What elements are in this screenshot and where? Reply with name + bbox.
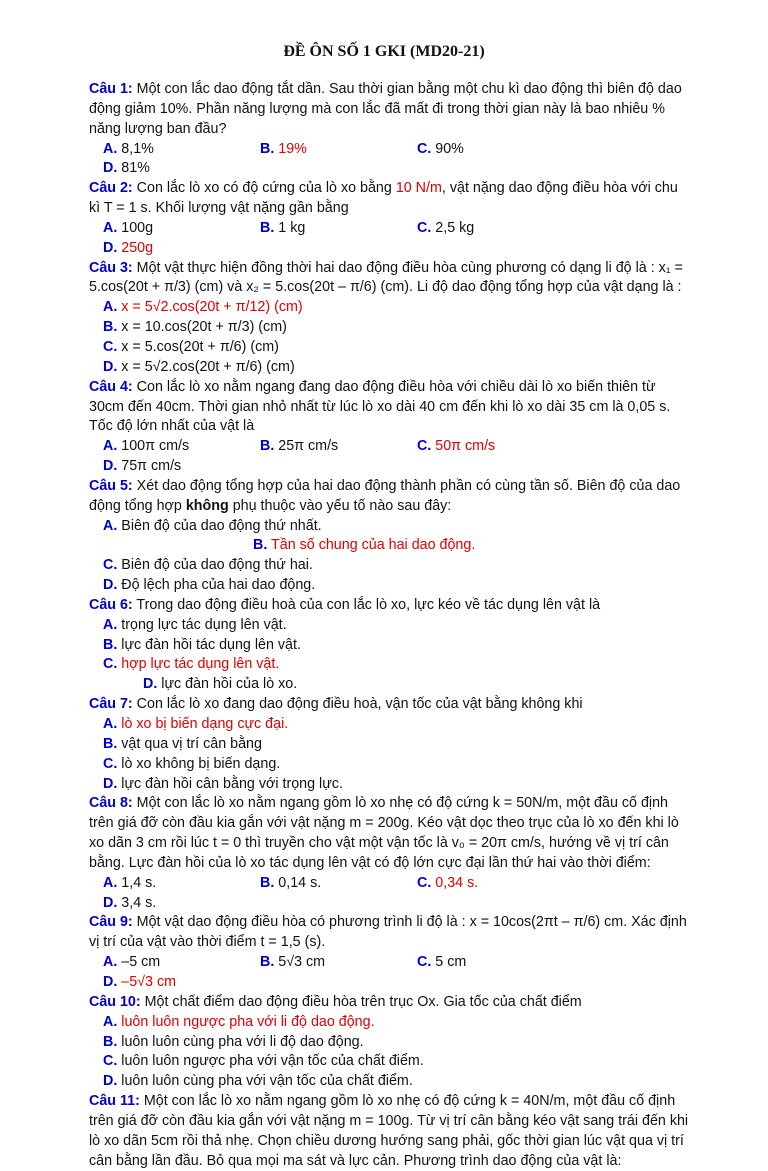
answer-option-c xyxy=(103,338,416,358)
question-label: Câu 10: xyxy=(89,993,141,1010)
answer-options xyxy=(89,616,689,695)
option-letter: C. xyxy=(103,557,118,574)
answer-options xyxy=(89,874,689,914)
answer-options xyxy=(89,219,689,259)
option-text: 50π cm/s xyxy=(431,438,496,455)
answer-option-a xyxy=(103,298,416,318)
answer-option-b xyxy=(103,318,416,338)
question-stem xyxy=(89,80,689,140)
question-stem xyxy=(89,913,689,953)
option-letter: C. xyxy=(103,755,118,772)
answer-options xyxy=(89,437,689,477)
question-8 xyxy=(89,794,689,913)
option-letter: D. xyxy=(103,973,118,990)
option-text: 250g xyxy=(117,239,154,256)
answer-option-b xyxy=(260,953,417,973)
question-text: Con lắc lò xo có độ cứng của lò xo bằng xyxy=(132,180,396,197)
question-text: Trong dao động điều hoà của con lắc lò xo, lực kéo về tác dụng lên vật là xyxy=(132,596,601,613)
option-text: luôn luôn cùng pha với li độ dao động. xyxy=(117,1033,364,1050)
question-stem xyxy=(89,695,689,715)
answer-options xyxy=(89,953,689,993)
option-letter: B. xyxy=(103,1033,118,1050)
option-letter: A. xyxy=(103,299,118,316)
option-text: lực đàn hồi tác dụng lên vật. xyxy=(117,636,301,653)
option-letter: B. xyxy=(260,954,275,971)
question-5 xyxy=(89,477,689,596)
option-letter: A. xyxy=(103,219,118,236)
answer-option-d xyxy=(103,675,416,695)
answer-option-b xyxy=(103,636,416,656)
option-letter: D. xyxy=(103,239,118,256)
answer-option-a xyxy=(103,1013,689,1033)
question-stem xyxy=(89,378,689,438)
question-list xyxy=(89,80,689,1171)
option-letter: C. xyxy=(103,338,118,355)
highlighted-value: 10 N/m xyxy=(395,180,442,197)
option-letter: D. xyxy=(103,358,118,375)
question-text: Một vật dao động điều hòa có phương trình li độ là : x = 10cos(2πt – π/6) cm. Xác định vị trí của vật vào thời điểm t = 1,5 (s). xyxy=(89,914,687,951)
option-letter: D. xyxy=(103,775,118,792)
question-stem xyxy=(89,1092,689,1171)
option-letter: C. xyxy=(417,874,432,891)
option-letter: C. xyxy=(417,438,432,455)
option-letter: D. xyxy=(103,160,118,177)
answer-option-c xyxy=(417,437,574,457)
answer-option-a xyxy=(103,874,260,894)
option-letter: A. xyxy=(103,716,118,732)
option-text: 81% xyxy=(117,160,150,177)
option-text: 90% xyxy=(431,140,464,157)
question-7 xyxy=(89,695,689,794)
answer-option-c xyxy=(103,556,416,576)
option-letter: A. xyxy=(103,517,118,534)
answer-option-d xyxy=(103,457,260,477)
option-text: 75π cm/s xyxy=(117,458,182,475)
answer-option-a xyxy=(103,437,260,457)
answer-options xyxy=(89,140,689,180)
answer-option-d xyxy=(103,894,260,914)
option-text: vật qua vị trí cân bằng xyxy=(117,735,262,752)
answer-option-b xyxy=(103,536,476,556)
answer-option-a xyxy=(103,715,416,735)
answer-option-d xyxy=(103,159,260,179)
option-text: 19% xyxy=(274,140,307,157)
option-text: 3,4 s. xyxy=(117,894,157,911)
question-6 xyxy=(89,596,689,695)
question-label: Câu 5: xyxy=(89,477,133,494)
option-text: lò xo bị biến dạng cực đại. xyxy=(117,716,289,732)
option-text: x = 5√2.cos(20t + π/12) (cm) xyxy=(117,299,303,316)
option-letter: C. xyxy=(103,1053,118,1070)
question-1 xyxy=(89,80,689,179)
answer-option-c xyxy=(417,953,574,973)
question-stem xyxy=(89,794,689,873)
option-text: 5 cm xyxy=(431,954,467,971)
question-stem xyxy=(89,259,689,299)
option-letter: D. xyxy=(103,577,118,594)
option-letter: A. xyxy=(103,874,118,891)
question-text: Một chất điểm dao động điều hòa trên trục Ox. Gia tốc của chất điểm xyxy=(140,993,582,1010)
option-letter: B. xyxy=(103,319,118,336)
question-text: Con lắc lò xo nằm ngang đang dao động điều hòa với chiều dài lò xo biến thiên từ 30cm đến 40cm. Thời gian nhỏ nhất từ lúc lò xo dài 40 cm đến khi lò xo dài 35 cm là 0,05 s. Tốc độ lớn nhất của vật là xyxy=(89,378,671,435)
answer-option-c xyxy=(103,655,416,675)
answer-option-d xyxy=(103,239,260,259)
option-text: 1,4 s. xyxy=(117,874,157,891)
option-text: 100π cm/s xyxy=(117,438,190,455)
answer-option-b xyxy=(260,874,417,894)
answer-option-d xyxy=(103,576,416,596)
question-text: Một vật thực hiện đồng thời hai dao động điều hòa cùng phương có dạng li độ là : x₁ = 5.cos(20t + π/3) (cm) và x₂ = 5.cos(20t – π/6) (cm). Li độ dao động tổng hợp của vật dạng là : xyxy=(89,259,683,296)
option-text: x = 5.cos(20t + π/6) (cm) xyxy=(117,338,279,355)
answer-option-a xyxy=(103,140,260,160)
option-letter: A. xyxy=(103,438,118,455)
question-text: Con lắc lò xo đang dao động điều hoà, vận tốc của vật bằng không khi xyxy=(132,696,583,713)
question-label: Câu 11: xyxy=(89,1093,140,1110)
answer-option-d xyxy=(103,775,416,795)
option-text: hợp lực tác dụng lên vật. xyxy=(117,656,280,673)
option-text: Biên độ của dao động thứ hai. xyxy=(117,557,313,574)
answer-option-b xyxy=(260,219,417,239)
option-letter: B. xyxy=(103,636,118,653)
option-text: luôn luôn ngược pha với vận tốc của chất điểm. xyxy=(117,1053,424,1070)
option-letter: B. xyxy=(260,438,275,455)
option-letter: C. xyxy=(417,140,432,157)
question-label: Câu 7: xyxy=(89,696,133,713)
answer-option-a xyxy=(103,953,260,973)
option-letter: D. xyxy=(103,458,118,475)
option-letter: B. xyxy=(253,537,268,554)
option-letter: C. xyxy=(103,656,118,673)
question-stem xyxy=(89,596,689,616)
option-letter: A. xyxy=(103,616,118,633)
question-text: phụ thuộc vào yếu tố nào sau đây: xyxy=(228,497,452,514)
document-title: ĐỀ ÔN SỐ 1 GKI (MD20-21) xyxy=(283,43,485,60)
answer-option-d xyxy=(103,1072,689,1092)
answer-option-d xyxy=(103,358,416,378)
question-text: Một con lắc dao động tắt dần. Sau thời gian bằng một chu kì dao động thì biên độ dao động giảm 10%. Phần năng lượng mà con lắc đã mất đi trong thời gian này là bao nhiêu % năng lượng ban đầu? xyxy=(89,81,682,137)
question-text: , vật nặng dao động điều hòa với chu kì T = 1 s. Khối lượng vật nặng gần bằng xyxy=(89,180,678,217)
answer-options xyxy=(89,715,689,794)
answer-option-c xyxy=(417,219,574,239)
option-text: Độ lệch pha của hai dao động. xyxy=(117,577,316,594)
question-11 xyxy=(89,1092,689,1171)
option-letter: B. xyxy=(103,735,118,752)
option-text: luôn luôn ngược pha với li độ dao động. xyxy=(117,1013,375,1030)
option-letter: A. xyxy=(103,140,118,157)
question-text: Một con lắc lò xo nằm ngang gồm lò xo nhẹ có độ cứng k = 40N/m, một đầu cố định trên giá đỡ còn đầu kia gắn với vật nặng m = 100g. Từ vị trí cân bằng kéo vật sang trái đến khi lò xo dãn 5cm rồi thả nhẹ. Chọn chiều dương hướng sang phải, gốc thời gian lúc vật qua vị trí cân bằng lần đầu. Bỏ qua mọi ma sát và lực cản. Phương trình dao động của vật là: xyxy=(89,1093,689,1169)
option-letter: B. xyxy=(260,874,275,891)
answer-options xyxy=(89,298,689,377)
question-label: Câu 1: xyxy=(89,81,133,97)
option-text: –5 cm xyxy=(117,954,161,971)
option-letter: B. xyxy=(260,219,275,236)
answer-option-d xyxy=(103,973,260,993)
question-stem xyxy=(89,477,689,517)
answer-option-c xyxy=(103,755,416,775)
option-text: lực đàn hồi cân bằng với trọng lực. xyxy=(117,775,343,792)
option-text: trọng lực tác dụng lên vật. xyxy=(117,616,287,633)
option-text: x = 10.cos(20t + π/3) (cm) xyxy=(117,319,287,336)
answer-option-a xyxy=(103,517,416,537)
option-text: 1 kg xyxy=(274,219,306,236)
question-label: Câu 2: xyxy=(89,180,133,197)
option-text: 100g xyxy=(117,219,154,236)
option-letter: D. xyxy=(103,894,118,911)
answer-option-c xyxy=(103,1052,689,1072)
question-stem xyxy=(89,993,689,1013)
question-label: Câu 3: xyxy=(89,259,133,276)
option-text: Biên độ của dao động thứ nhất. xyxy=(117,517,322,534)
emphasis-word: không xyxy=(185,497,229,514)
question-label: Câu 8: xyxy=(89,795,133,812)
option-letter: D. xyxy=(103,1073,118,1090)
option-letter: A. xyxy=(103,1013,118,1030)
option-text: Tần số chung của hai dao động. xyxy=(267,537,476,554)
question-10 xyxy=(89,993,689,1092)
question-9 xyxy=(89,913,689,992)
question-text: Xét dao động tổng hợp của hai dao động thành phần có cùng tần số. Biên độ của dao động tổng hợp xyxy=(89,477,681,514)
question-label: Câu 6: xyxy=(89,596,133,613)
option-text: lực đàn hồi của lò xo. xyxy=(157,676,298,693)
option-letter: A. xyxy=(103,954,118,971)
option-letter: C. xyxy=(417,219,432,236)
option-text: 0,14 s. xyxy=(274,874,322,891)
option-text: lò xo không bị biến dạng. xyxy=(117,755,281,772)
answer-option-a xyxy=(103,219,260,239)
option-text: 25π cm/s xyxy=(274,438,339,455)
option-text: 8,1% xyxy=(117,140,154,157)
option-text: –5√3 cm xyxy=(117,973,177,990)
answer-option-c xyxy=(417,140,574,160)
option-text: x = 5√2.cos(20t + π/6) (cm) xyxy=(117,358,295,375)
answer-options xyxy=(89,517,689,596)
option-letter: C. xyxy=(417,954,432,971)
question-2 xyxy=(89,179,689,258)
answer-option-a xyxy=(103,616,416,636)
question-3 xyxy=(89,259,689,378)
option-letter: B. xyxy=(260,140,275,157)
option-letter: D. xyxy=(143,676,158,693)
question-4 xyxy=(89,378,689,477)
answer-option-b xyxy=(260,437,417,457)
option-text: 5√3 cm xyxy=(274,954,326,971)
option-text: luôn luôn cùng pha với vận tốc của chất điểm. xyxy=(117,1073,413,1090)
answer-option-b xyxy=(103,735,416,755)
option-text: 0,34 s. xyxy=(431,874,479,891)
question-label: Câu 9: xyxy=(89,914,133,931)
answer-option-c xyxy=(417,874,574,894)
option-text: 2,5 kg xyxy=(431,219,475,236)
question-text: Một con lắc lò xo nằm ngang gồm lò xo nhẹ có độ cứng k = 50N/m, một đầu cố định trên giá đỡ còn đầu kia gắn với vật nặng m = 200g. Kéo vật dọc theo trục của lò xo đến khi lò xo dãn 3 cm rồi lúc t = 0 thì truyền cho vật một vận tốc là v₀ = 20π cm/s, hướng về vị trí cân bằng. Lực đàn hồi của lò xo tác dụng lên vật có độ lớn cực đại lần thứ hai vào thời điểm: xyxy=(89,795,679,871)
answer-option-b xyxy=(260,140,417,160)
answer-options xyxy=(89,1013,689,1092)
answer-option-b xyxy=(103,1033,689,1053)
question-stem xyxy=(89,179,689,219)
question-label: Câu 4: xyxy=(89,378,133,395)
